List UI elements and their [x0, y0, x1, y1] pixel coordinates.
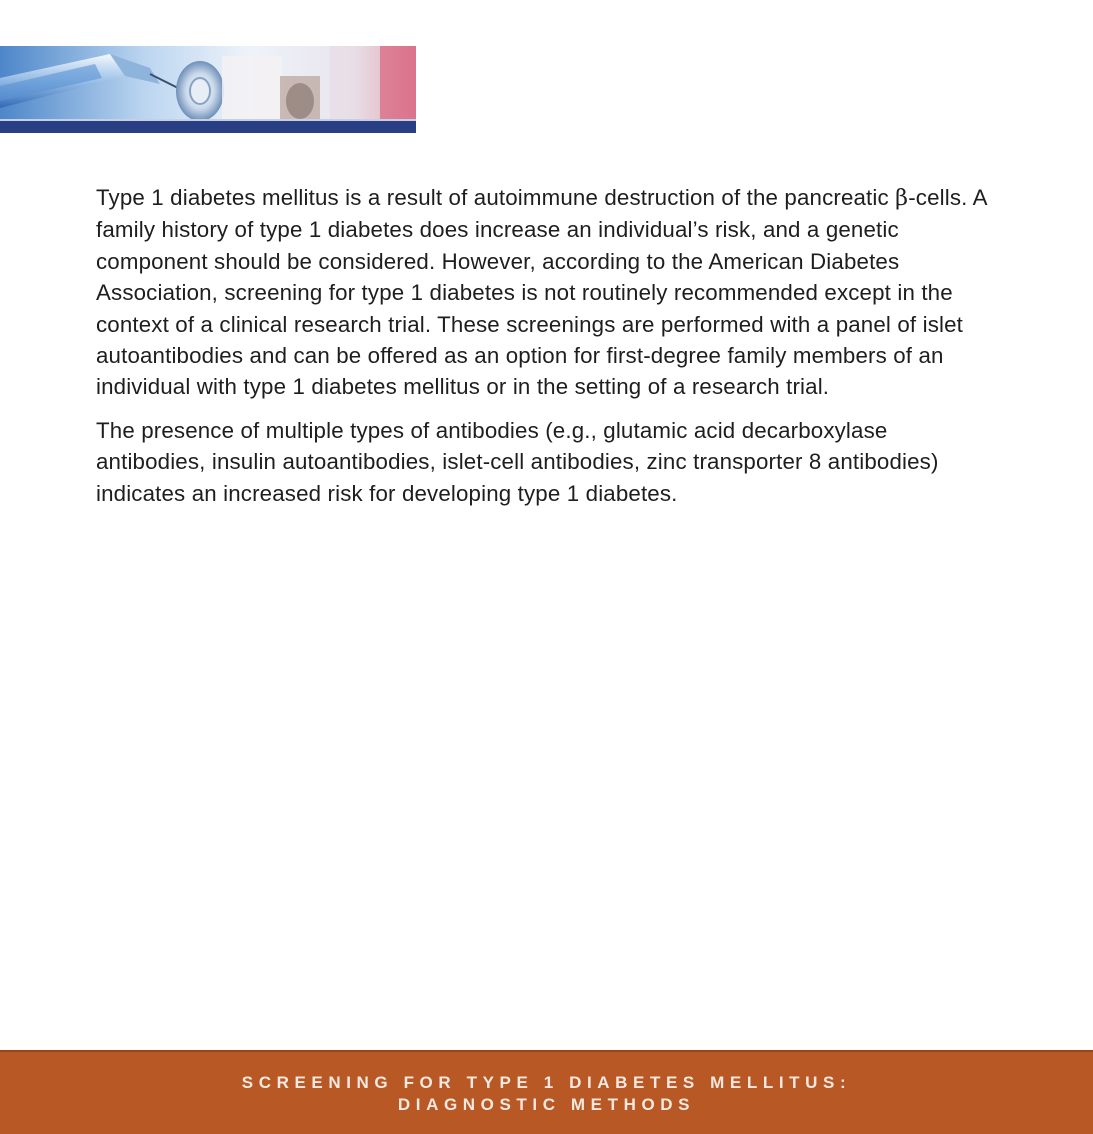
paragraph-1 — [96, 182, 996, 403]
paragraph-2: The presence of multiple types of antibodies (e.g., glutamic acid decarboxylase antibodies, insulin autoantibodies, islet-cell antibodies, zinc transporter 8 antibodies) indicates an increased risk for developing type 1 diabetes. — [96, 417, 939, 506]
body-text — [96, 182, 996, 521]
paragraph-1-start: Type 1 diabetes mellitus is a result of autoimmune destruction of the pancreatic — [96, 185, 896, 210]
banner-stripe — [0, 121, 416, 133]
paragraph-1-end: -cells. A family history of type 1 diabetes does increase an individual’s risk, and a genetic component should be considered. However, according to the American Diabetes Association, screening for type 1 diabetes is not routinely recommended except in the context of a clinical research trial. These screenings are performed with a panel of islet autoantibodies and can be offered as an option for first-degree family members of an individual with type 1 diabetes mellitus or in the setting of a research trial. — [96, 185, 987, 400]
footer-band — [0, 1050, 1093, 1134]
header-banner — [0, 46, 416, 133]
footer-title-line-2: DIAGNOSTIC METHODS — [397, 1095, 696, 1114]
footer-title-line-1: SCREENING FOR TYPE 1 DIABETES MELLITUS: — [241, 1073, 852, 1092]
beta-symbol: β — [895, 185, 909, 211]
syringe-vial-photo — [0, 46, 416, 121]
